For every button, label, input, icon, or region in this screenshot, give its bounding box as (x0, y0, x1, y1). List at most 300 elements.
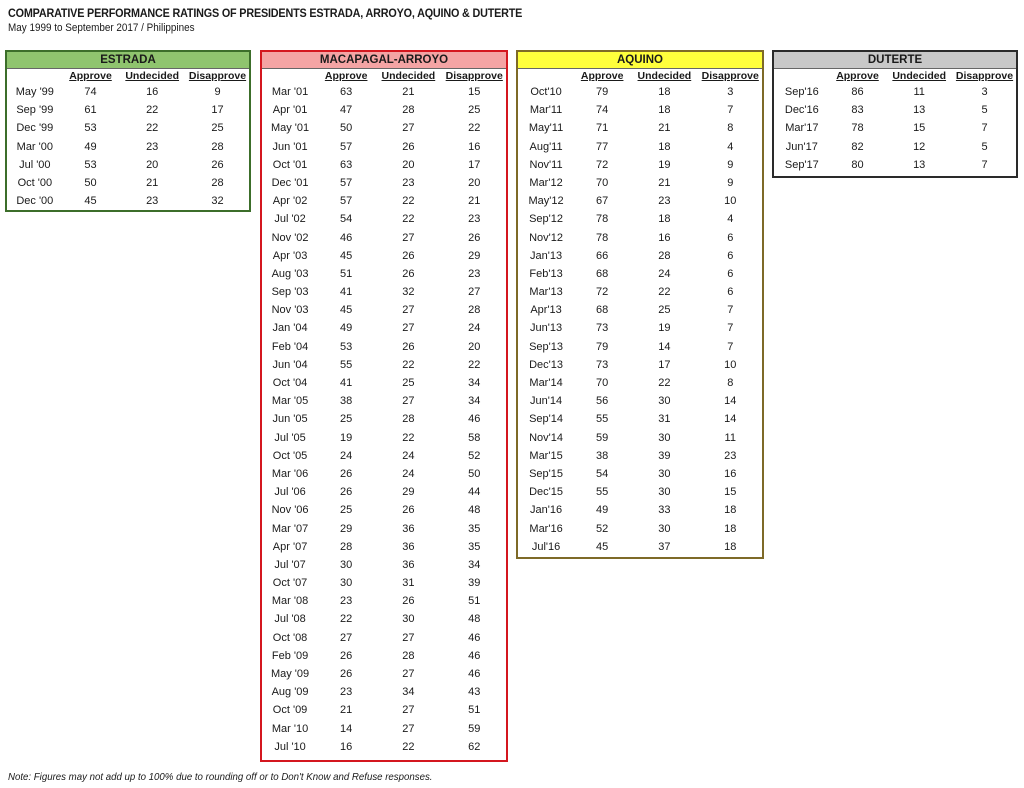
disapprove-value: 7 (727, 340, 734, 353)
row-date: Jul '05 (274, 431, 306, 444)
row-date: Jun '01 (272, 140, 308, 153)
panel-header: ESTRADA (7, 52, 249, 69)
row-date: Nov '02 (271, 231, 309, 244)
panel-header: DUTERTE (774, 52, 1016, 69)
disapprove-value: 46 (468, 649, 481, 662)
table-row (262, 538, 506, 556)
undecided-value: 27 (402, 722, 415, 735)
row-date: Mar'13 (529, 286, 563, 299)
table-row (518, 283, 762, 301)
approve-value: 23 (340, 595, 353, 608)
table-row (262, 720, 506, 738)
approve-value: 73 (596, 358, 609, 371)
table-row (518, 265, 762, 283)
table-row (262, 247, 506, 265)
approve-value: 38 (596, 449, 609, 462)
table-row (518, 319, 762, 337)
disapprove-value: 22 (468, 358, 481, 371)
undecided-value: 23 (146, 195, 159, 208)
table-row (774, 156, 1016, 174)
undecided-value: 27 (402, 704, 415, 717)
approve-value: 67 (596, 195, 609, 208)
approve-value: 53 (84, 122, 97, 135)
table-row (262, 119, 506, 137)
approve-value: 78 (596, 231, 609, 244)
disapprove-value: 52 (468, 449, 481, 462)
row-date: Dec'15 (529, 486, 563, 499)
disapprove-value: 6 (727, 286, 734, 299)
row-date: Jun'13 (530, 322, 563, 335)
undecided-value: 22 (402, 358, 415, 371)
row-date: Mar '00 (16, 140, 53, 153)
row-date: Apr '02 (272, 195, 308, 208)
col-approve: Approve (324, 70, 368, 82)
row-date: Nov '06 (271, 504, 309, 517)
undecided-value: 22 (658, 286, 671, 299)
undecided-value: 16 (146, 86, 159, 98)
disapprove-value: 26 (468, 231, 481, 244)
undecided-value: 30 (658, 486, 671, 499)
row-date: Mar '06 (271, 467, 309, 480)
disapprove-value: 10 (724, 358, 737, 371)
undecided-value: 28 (402, 104, 415, 117)
disapprove-value: 7 (727, 104, 734, 117)
undecided-value: 13 (913, 104, 926, 117)
approve-value: 45 (84, 195, 97, 208)
disapprove-value: 48 (468, 504, 481, 517)
col-disapprove: Disapprove (701, 70, 759, 82)
table-row (518, 174, 762, 192)
approve-value: 46 (340, 231, 353, 244)
approve-value: 19 (340, 431, 353, 444)
table-row (262, 665, 506, 683)
undecided-value: 23 (402, 176, 415, 189)
undecided-value: 33 (658, 504, 671, 517)
undecided-value: 14 (658, 340, 671, 353)
table-row (262, 174, 506, 192)
disapprove-value: 28 (211, 176, 224, 189)
disapprove-value: 35 (468, 522, 481, 535)
approve-value: 77 (596, 140, 609, 153)
disapprove-value: 17 (468, 158, 481, 171)
disapprove-value: 20 (468, 340, 481, 353)
table-body (7, 83, 249, 210)
disapprove-value: 4 (727, 213, 734, 226)
table-row (262, 592, 506, 610)
table-row (262, 192, 506, 210)
disapprove-value: 23 (724, 449, 737, 462)
approve-value: 41 (340, 286, 353, 299)
approve-value: 82 (851, 140, 864, 153)
approve-value: 54 (340, 213, 353, 226)
row-date: May '99 (15, 86, 54, 98)
undecided-value: 34 (402, 686, 415, 699)
approve-value: 55 (596, 413, 609, 426)
disapprove-value: 7 (981, 122, 988, 135)
row-date: Aug '03 (271, 267, 309, 280)
disapprove-value: 7 (727, 304, 734, 317)
approve-value: 86 (851, 86, 864, 98)
row-date: Mar '08 (271, 595, 309, 608)
undecided-value: 27 (402, 395, 415, 408)
table-row (518, 229, 762, 247)
row-date: Apr '07 (272, 540, 308, 553)
approve-value: 51 (340, 267, 353, 280)
disapprove-value: 18 (724, 504, 737, 517)
disapprove-value: 15 (724, 486, 737, 499)
col-undecided: Undecided (892, 70, 947, 82)
row-date: Mar '10 (271, 722, 309, 735)
disapprove-value: 11 (724, 431, 736, 444)
table-row (7, 138, 249, 156)
row-date: Jun '05 (272, 413, 308, 426)
undecided-value: 22 (402, 431, 415, 444)
row-date: Jun'14 (530, 395, 563, 408)
col-approve: Approve (69, 70, 112, 82)
table-row (774, 138, 1016, 156)
disapprove-value: 59 (468, 722, 481, 735)
undecided-value: 39 (658, 449, 671, 462)
disapprove-value: 17 (211, 104, 224, 117)
undecided-value: 21 (402, 86, 415, 98)
table-row (518, 247, 762, 265)
undecided-value: 22 (402, 740, 415, 753)
table-row (262, 574, 506, 592)
row-date: Mar'11 (529, 104, 563, 117)
approve-value: 55 (596, 486, 609, 499)
estrada-table (5, 50, 251, 212)
approve-value: 45 (340, 249, 353, 262)
approve-value: 55 (340, 358, 353, 371)
table-row (518, 301, 762, 319)
table-row (262, 610, 506, 628)
table-row (262, 447, 506, 465)
table-row (7, 119, 249, 137)
undecided-value: 15 (913, 122, 926, 135)
undecided-value: 30 (658, 431, 671, 444)
disapprove-value: 14 (724, 413, 737, 426)
disapprove-value: 8 (727, 122, 734, 135)
undecided-value: 26 (402, 249, 415, 262)
approve-value: 56 (596, 395, 609, 408)
undecided-value: 20 (402, 158, 415, 171)
approve-value: 78 (596, 213, 609, 226)
undecided-value: 30 (658, 467, 671, 480)
table-row (518, 501, 762, 519)
disapprove-value: 23 (468, 267, 481, 280)
approve-value: 25 (340, 413, 353, 426)
col-undecided: Undecided (637, 70, 692, 82)
disapprove-value: 7 (981, 158, 988, 171)
table-row (518, 119, 762, 137)
approve-value: 57 (340, 140, 353, 153)
disapprove-value: 51 (468, 704, 481, 717)
approve-value: 14 (340, 722, 353, 735)
disapprove-value: 16 (724, 467, 737, 480)
disapprove-value: 24 (468, 322, 481, 335)
col-undecided: Undecided (125, 70, 180, 82)
disapprove-value: 9 (727, 158, 734, 171)
undecided-value: 11 (913, 86, 925, 98)
row-date: May '01 (270, 122, 310, 135)
row-date: Sep '99 (16, 104, 54, 117)
disapprove-value: 25 (211, 122, 224, 135)
row-date: May'12 (528, 195, 564, 208)
approve-value: 23 (340, 686, 353, 699)
table-row (262, 319, 506, 337)
approve-value: 78 (851, 122, 864, 135)
row-date: Apr '03 (272, 249, 308, 262)
table-row (7, 192, 249, 210)
col-disapprove: Disapprove (188, 70, 247, 82)
approve-value: 26 (340, 668, 353, 680)
col-disapprove: Disapprove (445, 70, 503, 82)
row-date: Sep'13 (529, 340, 564, 353)
approve-value: 26 (340, 486, 353, 499)
disapprove-value: 22 (468, 122, 481, 135)
approve-value: 21 (340, 704, 353, 717)
disapprove-value: 34 (468, 558, 481, 571)
disapprove-value: 34 (468, 377, 481, 389)
table-row (262, 138, 506, 156)
col-disapprove: Disapprove (955, 70, 1014, 82)
undecided-value: 19 (658, 158, 671, 171)
undecided-value: 26 (402, 504, 415, 517)
row-date: Jun '04 (272, 358, 308, 371)
table-row (774, 83, 1016, 101)
table-row (774, 101, 1016, 119)
disapprove-value: 27 (468, 286, 481, 299)
approve-value: 70 (596, 176, 609, 189)
disapprove-value: 46 (468, 413, 481, 426)
table-row (262, 392, 506, 410)
approve-value: 61 (84, 104, 97, 117)
approve-value: 79 (596, 86, 609, 98)
undecided-value: 23 (658, 195, 671, 208)
row-date: Apr '01 (272, 104, 308, 117)
table-row (7, 101, 249, 119)
row-date: Sep'12 (529, 213, 564, 226)
row-date: Sep'15 (529, 467, 564, 480)
approve-value: 73 (596, 322, 609, 335)
table-body (262, 83, 506, 756)
disapprove-value: 16 (468, 140, 481, 153)
disapprove-value: 18 (724, 540, 737, 553)
row-date: Mar'12 (529, 176, 563, 189)
undecided-value: 36 (402, 558, 415, 571)
approve-value: 72 (596, 158, 609, 171)
disapprove-value: 15 (468, 86, 481, 98)
disapprove-value: 43 (468, 686, 481, 699)
undecided-value: 30 (658, 522, 671, 535)
col-approve: Approve (836, 70, 879, 82)
approve-value: 45 (596, 540, 609, 553)
undecided-value: 26 (402, 140, 415, 153)
undecided-value: 26 (402, 267, 415, 280)
table-row (262, 629, 506, 647)
undecided-value: 22 (658, 377, 671, 389)
undecided-value: 36 (402, 540, 415, 553)
row-date: Sep'17 (784, 158, 819, 171)
col-approve: Approve (580, 70, 624, 82)
row-date: Mar'14 (529, 377, 563, 389)
disapprove-value: 48 (468, 613, 481, 626)
undecided-value: 18 (658, 104, 671, 117)
disapprove-value: 23 (468, 213, 481, 226)
approve-value: 71 (596, 122, 609, 135)
row-date: Dec'16 (784, 104, 819, 117)
disapprove-value: 5 (981, 104, 988, 117)
undecided-value: 18 (658, 86, 671, 98)
approve-value: 74 (596, 104, 609, 117)
duterte-table (772, 50, 1018, 178)
undecided-value: 31 (402, 577, 415, 590)
approve-value: 24 (340, 449, 353, 462)
approve-value: 72 (596, 286, 609, 299)
disapprove-value: 58 (468, 431, 481, 444)
approve-value: 53 (84, 158, 97, 171)
approve-value: 26 (340, 467, 353, 480)
row-date: Mar'16 (529, 522, 563, 535)
undecided-value: 18 (658, 140, 671, 153)
undecided-value: 29 (402, 486, 415, 499)
table-row (518, 465, 762, 483)
row-date: Aug '09 (271, 686, 309, 699)
disapprove-value: 9 (727, 176, 734, 189)
approve-value: 30 (340, 558, 353, 571)
disapprove-value: 4 (727, 140, 734, 153)
table-row (262, 738, 506, 756)
approve-value: 41 (340, 377, 353, 389)
row-date: Jul '02 (274, 213, 306, 226)
approve-value: 47 (340, 104, 353, 117)
undecided-value: 25 (402, 377, 415, 389)
approve-value: 79 (596, 340, 609, 353)
undecided-value: 28 (402, 649, 415, 662)
table-row (262, 647, 506, 665)
row-date: Jul '07 (274, 558, 306, 571)
row-date: Jan'16 (530, 504, 563, 517)
col-undecided: Undecided (381, 70, 436, 82)
row-date: Jul '10 (274, 740, 306, 753)
undecided-value: 21 (146, 176, 159, 189)
table-row (262, 229, 506, 247)
undecided-value: 31 (658, 413, 671, 426)
disapprove-value: 32 (211, 195, 224, 208)
undecided-value: 32 (402, 286, 415, 299)
disapprove-value: 6 (727, 267, 734, 280)
undecided-value: 26 (402, 340, 415, 353)
undecided-value: 12 (913, 140, 926, 153)
undecided-value: 24 (658, 267, 671, 280)
table-row (518, 83, 762, 101)
row-date: Feb '04 (271, 340, 309, 353)
table-row (518, 429, 762, 447)
approve-value: 52 (596, 522, 609, 535)
disapprove-value: 6 (727, 231, 734, 244)
disapprove-value: 62 (468, 740, 481, 753)
table-row (262, 156, 506, 174)
undecided-value: 18 (658, 213, 671, 226)
approve-value: 68 (596, 267, 609, 280)
table-row (518, 392, 762, 410)
approve-value: 29 (340, 522, 353, 535)
arroyo-table (260, 50, 508, 762)
undecided-value: 21 (658, 122, 671, 135)
disapprove-value: 34 (468, 395, 481, 408)
aquino-table (516, 50, 764, 559)
disapprove-value: 46 (468, 631, 481, 644)
row-date: Oct '09 (272, 704, 308, 717)
row-date: Apr'13 (530, 304, 562, 317)
table-body (518, 83, 762, 556)
undecided-value: 27 (402, 231, 415, 244)
disapprove-value: 44 (468, 486, 481, 499)
approve-value: 74 (84, 86, 97, 98)
row-date: Feb '09 (271, 649, 309, 662)
undecided-value: 13 (913, 158, 926, 171)
undecided-value: 27 (402, 122, 415, 135)
undecided-value: 16 (658, 231, 671, 244)
table-row (262, 701, 506, 719)
row-date: Oct '01 (272, 158, 308, 171)
approve-value: 50 (84, 176, 97, 189)
table-row (518, 538, 762, 556)
approve-value: 83 (851, 104, 864, 117)
row-date: Jul'16 (531, 540, 561, 553)
row-date: Feb'13 (529, 267, 563, 280)
row-date: Dec '99 (16, 122, 54, 135)
row-date: Mar '07 (271, 522, 309, 535)
row-date: Nov'11 (529, 158, 563, 171)
disapprove-value: 50 (468, 467, 481, 480)
table-row (262, 210, 506, 228)
row-date: Jul '06 (274, 486, 306, 499)
approve-value: 49 (84, 140, 97, 153)
approve-value: 27 (340, 631, 353, 644)
approve-value: 53 (340, 340, 353, 353)
table-row (262, 101, 506, 119)
undecided-value: 21 (658, 176, 671, 189)
undecided-value: 37 (658, 540, 671, 553)
undecided-value: 36 (402, 522, 415, 535)
table-row (7, 156, 249, 174)
row-date: Oct '07 (272, 577, 308, 590)
undecided-value: 17 (658, 358, 671, 371)
disapprove-value: 8 (727, 377, 734, 389)
row-date: Dec '01 (271, 176, 309, 189)
disapprove-value: 28 (468, 304, 481, 317)
row-date: Nov '03 (271, 304, 309, 317)
disapprove-value: 10 (724, 195, 737, 208)
approve-value: 49 (596, 504, 609, 517)
approve-value: 63 (340, 158, 353, 171)
disapprove-value: 14 (724, 395, 737, 408)
panel-header: MACAPAGAL-ARROYO (262, 52, 506, 69)
disapprove-value: 20 (468, 176, 481, 189)
disapprove-value: 3 (981, 86, 988, 98)
approve-value: 57 (340, 176, 353, 189)
table-row (518, 410, 762, 428)
undecided-value: 28 (658, 249, 671, 262)
undecided-value: 22 (402, 213, 415, 226)
disapprove-value: 3 (727, 86, 734, 98)
table-row (262, 265, 506, 283)
approve-value: 54 (596, 467, 609, 480)
table-row (262, 301, 506, 319)
table-row (262, 374, 506, 392)
row-date: Oct'10 (530, 86, 562, 98)
